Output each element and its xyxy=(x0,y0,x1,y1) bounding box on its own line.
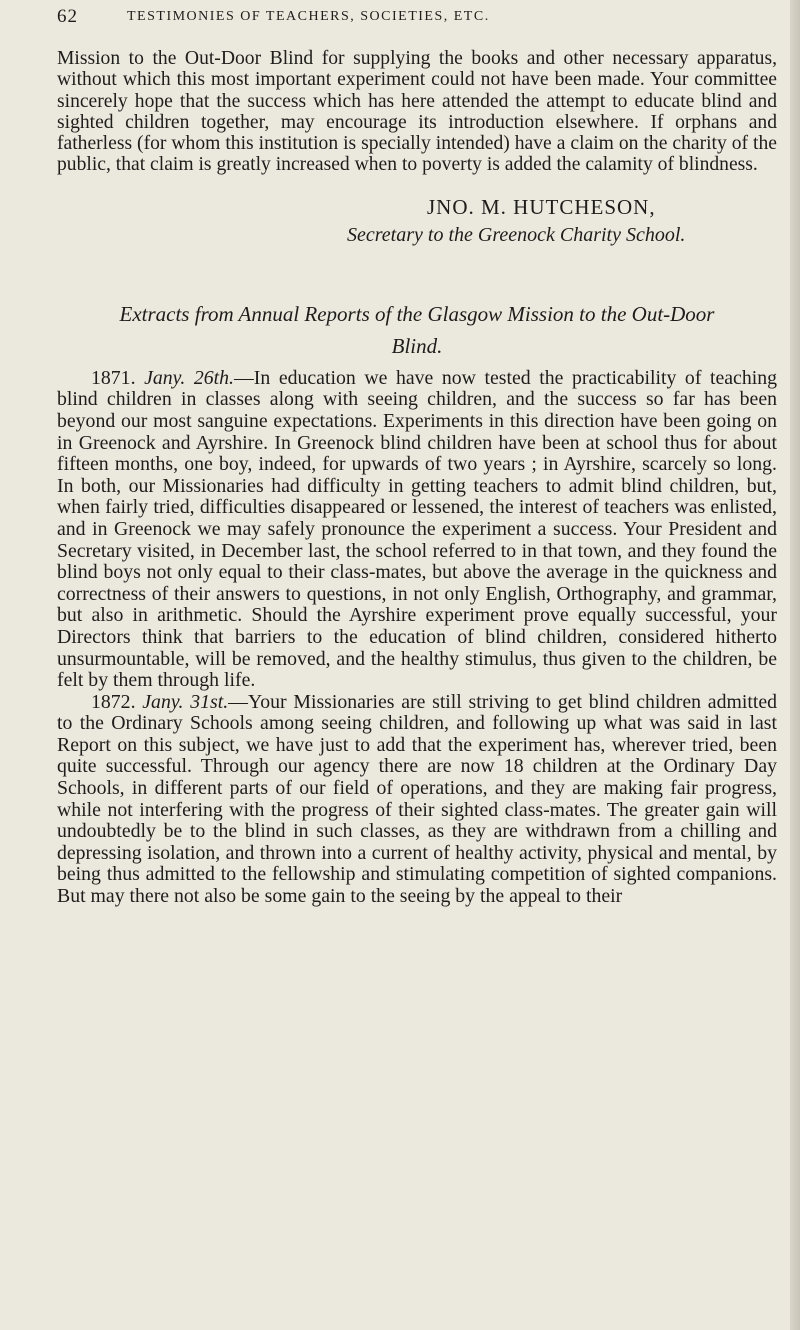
section-heading xyxy=(57,298,777,362)
signature-name: JNO. M. HUTCHESON, xyxy=(427,194,656,219)
entry-year: 1872. xyxy=(91,690,136,713)
signature-title: Secretary to the Greenock Charity School. xyxy=(347,223,686,246)
entry-1871 xyxy=(57,368,777,692)
entry-date: Jany. 26th. xyxy=(144,366,234,389)
section-heading-line-2: Blind. xyxy=(391,333,443,358)
page-number: 62 xyxy=(57,6,78,27)
page-body xyxy=(57,48,777,908)
section-heading-line-1: Extracts from Annual Reports of the Glasgow Mission to the Out-Door xyxy=(119,301,715,326)
entry-text: —In education we have now tested the practicability of teaching blind children in classes along with seeing children, and the success so far has been beyond our most sanguine expectations. Experiments in this direction have been going on in Greenock and Ayrshire. In Greenock blind children have been at school thus for about fifteen months, one boy, indeed, for upwards of two years ; in Ayrshire, scarcely so long. In both, our Missionaries had difficulty in getting teachers to admit blind children, but, when fairly tried, difficulties disappeared or lessened, the interest of teachers was enlisted, and in Greenock we may safely pronounce the experiment a success. Your President and Secretary visited, in December last, the school referred to in that town, and they found the blind boys not only equal to their class-mates, but above the average in the quickness and correctness of their answers to questions, in not only English, Orthography, and grammar, but also in arithmetic. Should the Ayrshire experiment prove equally successful, your Directors think that barriers to the education of blind children, considered hitherto unsurmountable, will be removed, and the healthy stimulus, thus given to the children, be felt by them through life. xyxy=(57,366,777,692)
page-edge xyxy=(790,0,800,1330)
entry-year: 1871. xyxy=(91,366,136,389)
page-header xyxy=(0,6,790,32)
report-extracts xyxy=(57,368,777,908)
entry-1872 xyxy=(57,692,777,908)
running-head: TESTIMONIES OF TEACHERS, SOCIETIES, ETC. xyxy=(127,9,490,24)
entry-date: Jany. 31st. xyxy=(142,690,229,713)
entry-text: —Your Missionaries are still striving to get blind children admitted to the Ordinary Schools among seeing children, and following up what was said in last Report on this subject, we have just to add that the experiment has, wherever tried, been quite successful. Through our agency there are now 18 children at the Ordinary Day Schools, in different parts of our field of operations, and they are making fair progress, while not interfering with the progress of their sighted class-mates. The greater gain will undoubtedly be to the blind in such classes, as they are withdrawn from a chilling and depressing isolation, and thrown into a current of healthy activity, physical and mental, by being thus admitted to the fellowship and stimulating competition of sighted companions. But may there not also be some gain to the seeing by the appeal to their xyxy=(57,690,778,908)
opening-paragraph: Mission to the Out-Door Blind for supplying the books and other necessary apparatus, without which this most important experiment could not have been made. Your committee sincerely hope that the success which has here attended the attempt to educate blind and sighted children together, may encourage its introduction elsewhere. If orphans and fatherless (for whom this institution is specially intended) have a claim on the charity of the public, that claim is greatly increased when to poverty is added the calamity of blindness. xyxy=(57,48,777,176)
